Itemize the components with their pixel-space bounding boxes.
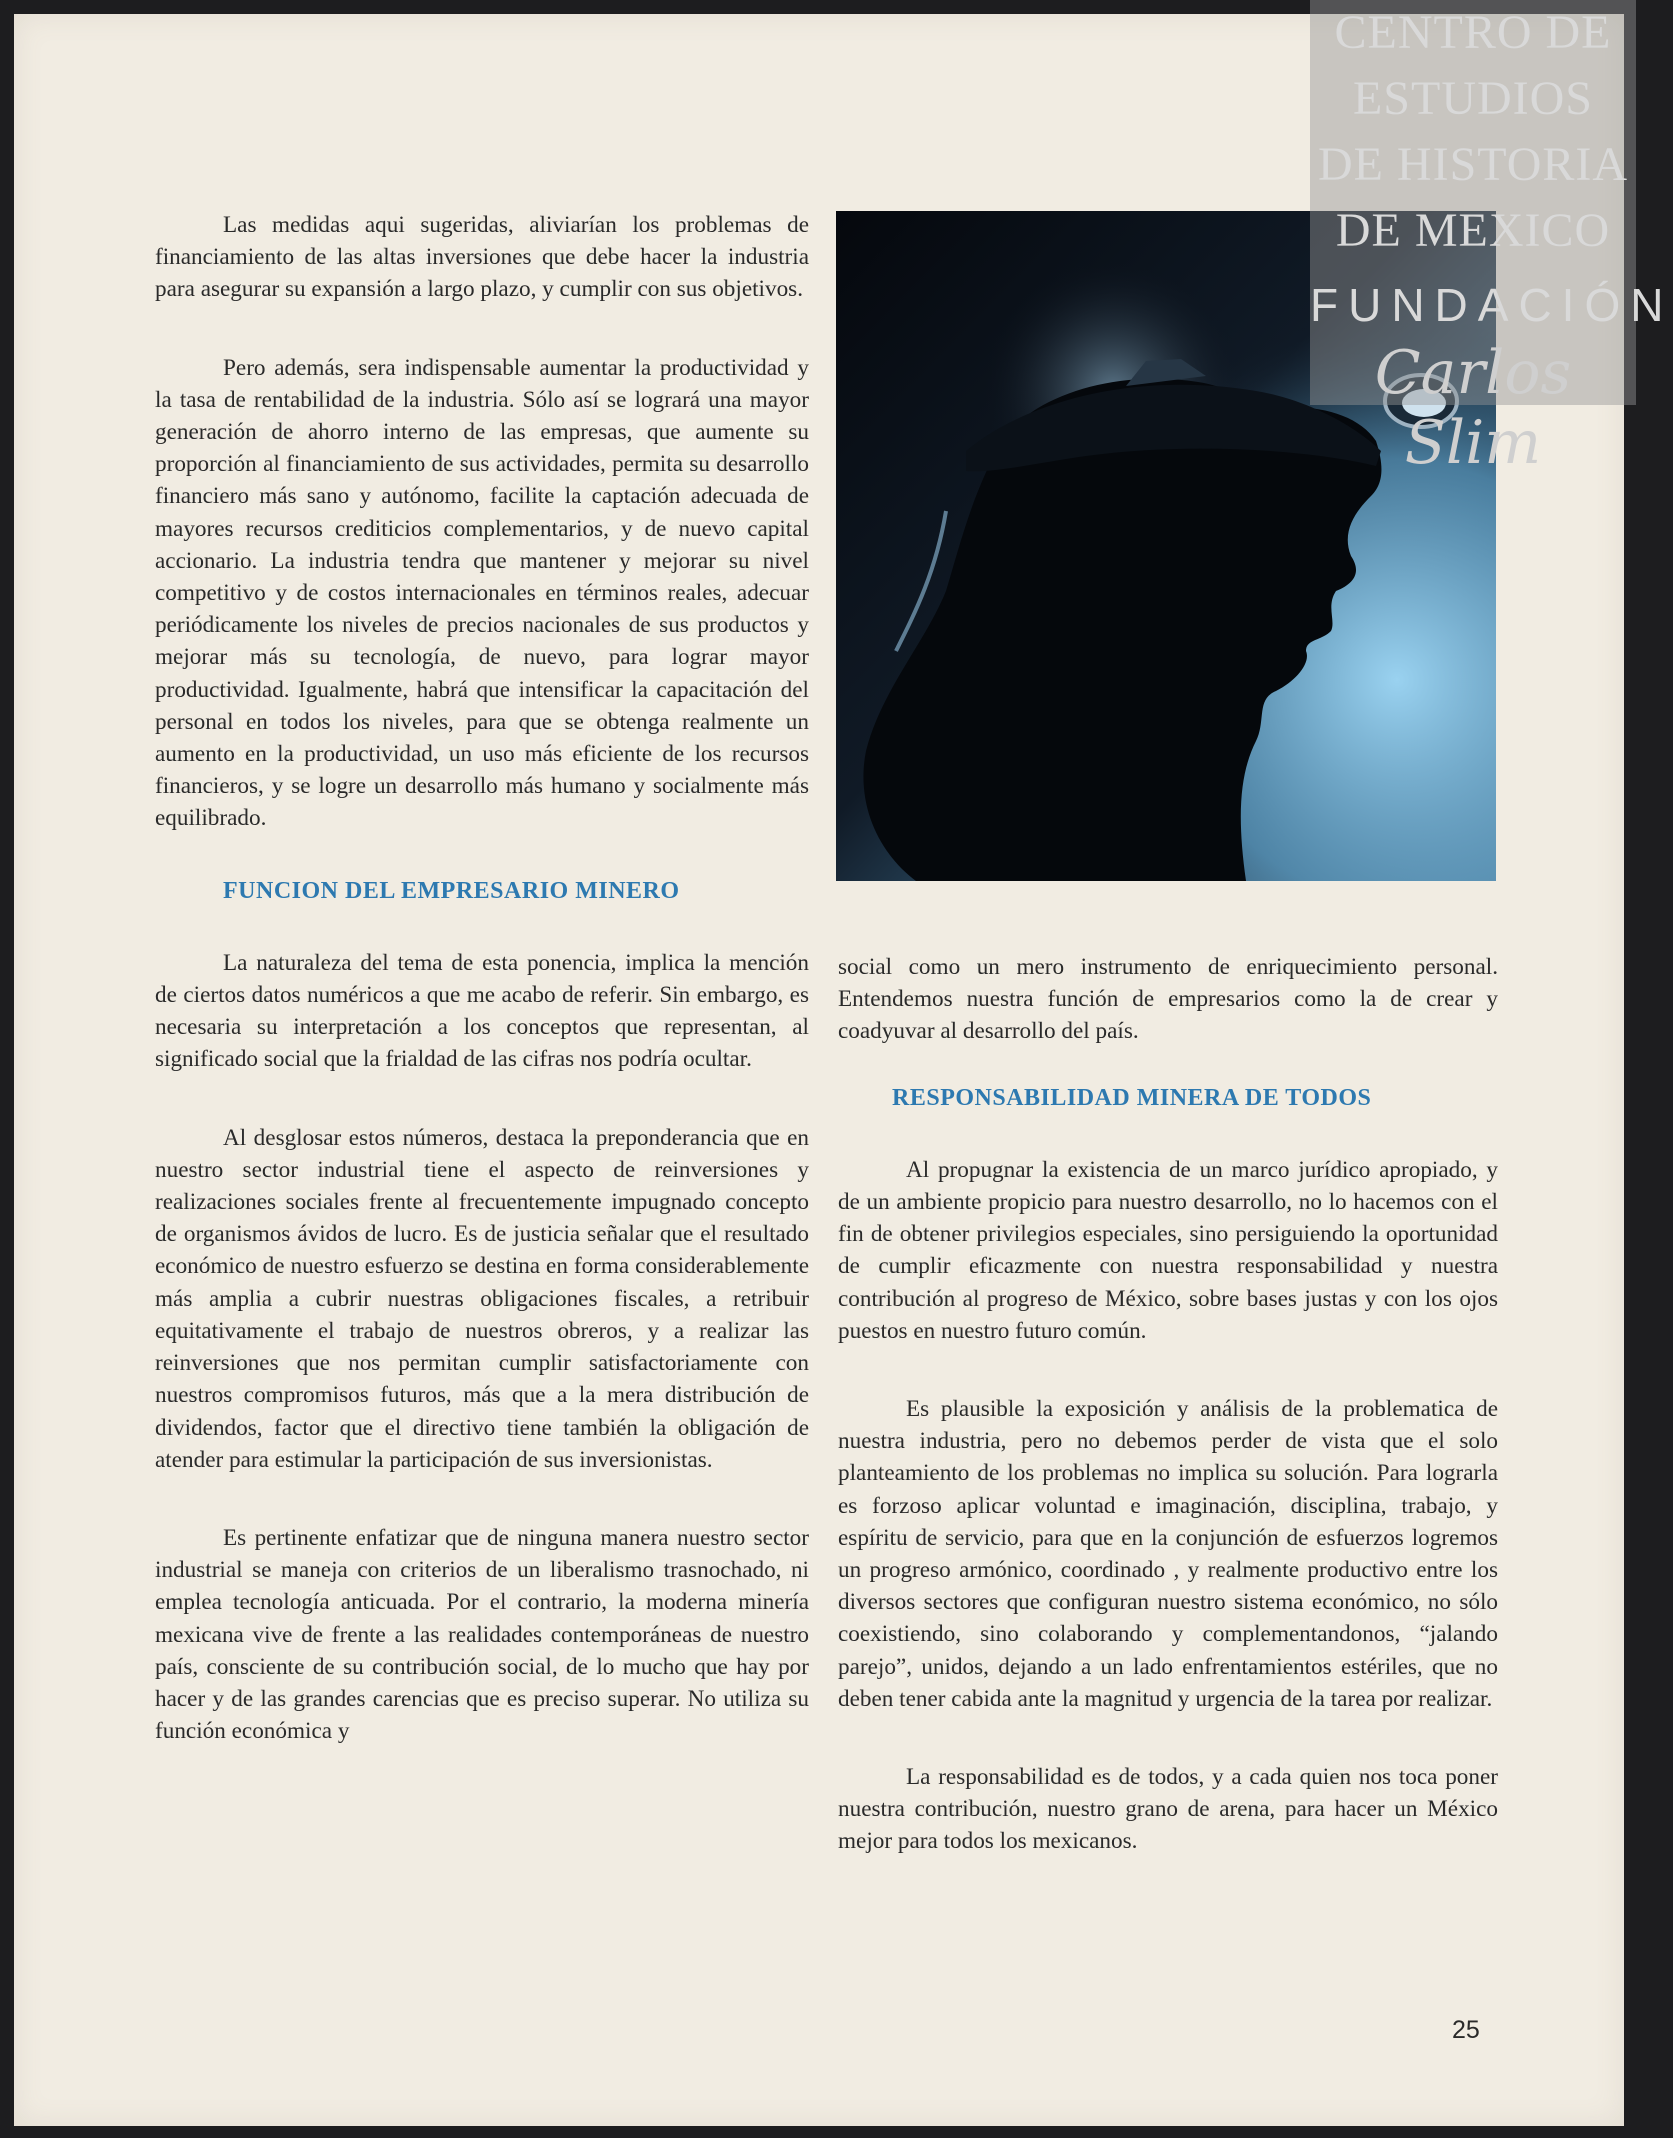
paragraph: La responsabilidad es de todos, y a cada quien nos toca poner nuestra contribución, nuestro grano de arena, para hacer un México mejor para todos los mexicanos. xyxy=(838,1764,1498,1855)
watermark-line: ESTUDIOS xyxy=(1352,72,1593,125)
section-heading: FUNCION DEL EMPRESARIO MINERO xyxy=(223,877,680,904)
paragraph: Pero además, sera indispensable aumentar la productividad y la tasa de rentabilidad de la industria. Sólo así se logrará una mayor generación de ahorro interno de las empresas, que aumente su proporción al financiamiento de sus actividades, permita su desarrollo financiero más sano y autónomo, facilite la captación adecuada de mayores recursos crediticios complementarios, y de nuevo capital accionario. La industria tendra que mantener y mejorar su nivel competitivo y de costos internacionales en términos reales, adecuar periódicamente los niveles de precios nacionales de sus productos y mejorar más su tecnología, de nuevo, para lograr mayor productividad. Igualmente, habrá que intensificar la capacitación del personal en todos los niveles, para que se obtenga realmente un aumento en la productividad, un uso más eficiente de los recursos financieros, y se logre un desarrollo más humano y socialmente más equilibrado. xyxy=(155,354,809,832)
page-number: 25 xyxy=(1452,2016,1480,2044)
right-column xyxy=(838,951,1498,1858)
paragraph: Al desglosar estos números, destaca la preponderancia que en nuestro sector industrial tiene el aspecto de reinversiones y realizaciones sociales frente al frecuentemente impugnado concepto de organismos ávidos de lucro. Es de justicia señalar que el resultado económico de nuestro esfuerzo se destina en forma considerablemente más amplia a cubrir nuestras obligaciones fiscales, a retribuir equitativamente el trabajo de nuestros obreros, y a realizar las reinversiones que nos permitan cumplir satisfactoriamente con nuestros compromisos futuros, más que a la mera distribución de dividendos, factor que el directivo tiene también la obligación de atender para estimular la participación de sus inversionistas. xyxy=(155,1124,809,1473)
paragraph: Al propugnar la existencia de un marco jurídico apropiado, y de un ambiente propicio para nuestro desarrollo, no lo hacemos con el fin de obtener privilegios especiales, sino persiguiendo la oportunidad de cumplir eficazmente con nuestra responsabilidad y nuestra contribución al progreso de México, sobre bases justas y con los ojos puestos en nuestro futuro común. xyxy=(838,1156,1498,1344)
watermark-foundation: FUNDACIÓN xyxy=(1310,279,1673,331)
left-column xyxy=(155,209,809,1747)
paragraph: Las medidas aqui sugeridas, aliviarían los problemas de financiamiento de las altas inversiones que debe hacer la industria para asegurar su expansión a largo plazo, y cumplir con sus objetivos. xyxy=(155,212,809,303)
watermark-signature: Carlos Slim xyxy=(1374,338,1572,478)
paragraph: social como un mero instrumento de enriquecimiento personal. Entendemos nuestra función de empresarios como la de crear y coadyuvar al desarrollo del país. xyxy=(838,954,1498,1045)
paragraph: La naturaleza del tema de esta ponencia, implica la mención de ciertos datos numéricos a que me acabo de referir. Sin embargo, es necesaria su interpretación a los conceptos que representan, al significado social que la frialdad de las cifras nos podría ocultar. xyxy=(155,949,809,1073)
paragraph: Es pertinente enfatizar que de ninguna manera nuestro sector industrial se maneja con criterios de un liberalismo trasnochado, ni emplea tecnología anticuada. Por el contrario, la moderna minería mexicana vive de frente a las realidades contemporáneas de nuestro país, consciente de su contribución social, de lo mucho que hay por hacer y de las grandes carencias que es preciso superar. No utiliza su función económica y xyxy=(155,1524,809,1745)
section-heading: RESPONSABILIDAD MINERA DE TODOS xyxy=(892,1084,1372,1111)
watermark-line: CENTRO DE xyxy=(1334,6,1612,59)
watermark-line: DE MEXICO xyxy=(1335,204,1611,257)
paragraph: Es plausible la exposición y análisis de la problematica de nuestra industria, pero no debemos perder de vista que el solo planteamiento de los problemas no implica su solución. Para lograrla es forzoso aplicar voluntad e imaginación, disciplina, trabajo, y espíritu de servicio, para que en la conjunción de esfuerzos logremos un progreso armónico, coordinado , y realmente productivo entre los diversos sectores que configuran nuestro sistema económico, no sólo coexistiendo, sino colaborando y complementandonos, “jalando parejo”, unidos, dejando a un lado enfrentamientos estériles, que no deben tener cabida ante la magnitud y urgencia de la tarea por realizar. xyxy=(838,1396,1498,1712)
watermark-line: DE HISTORIA xyxy=(1317,138,1629,191)
watermark xyxy=(1310,0,1673,478)
